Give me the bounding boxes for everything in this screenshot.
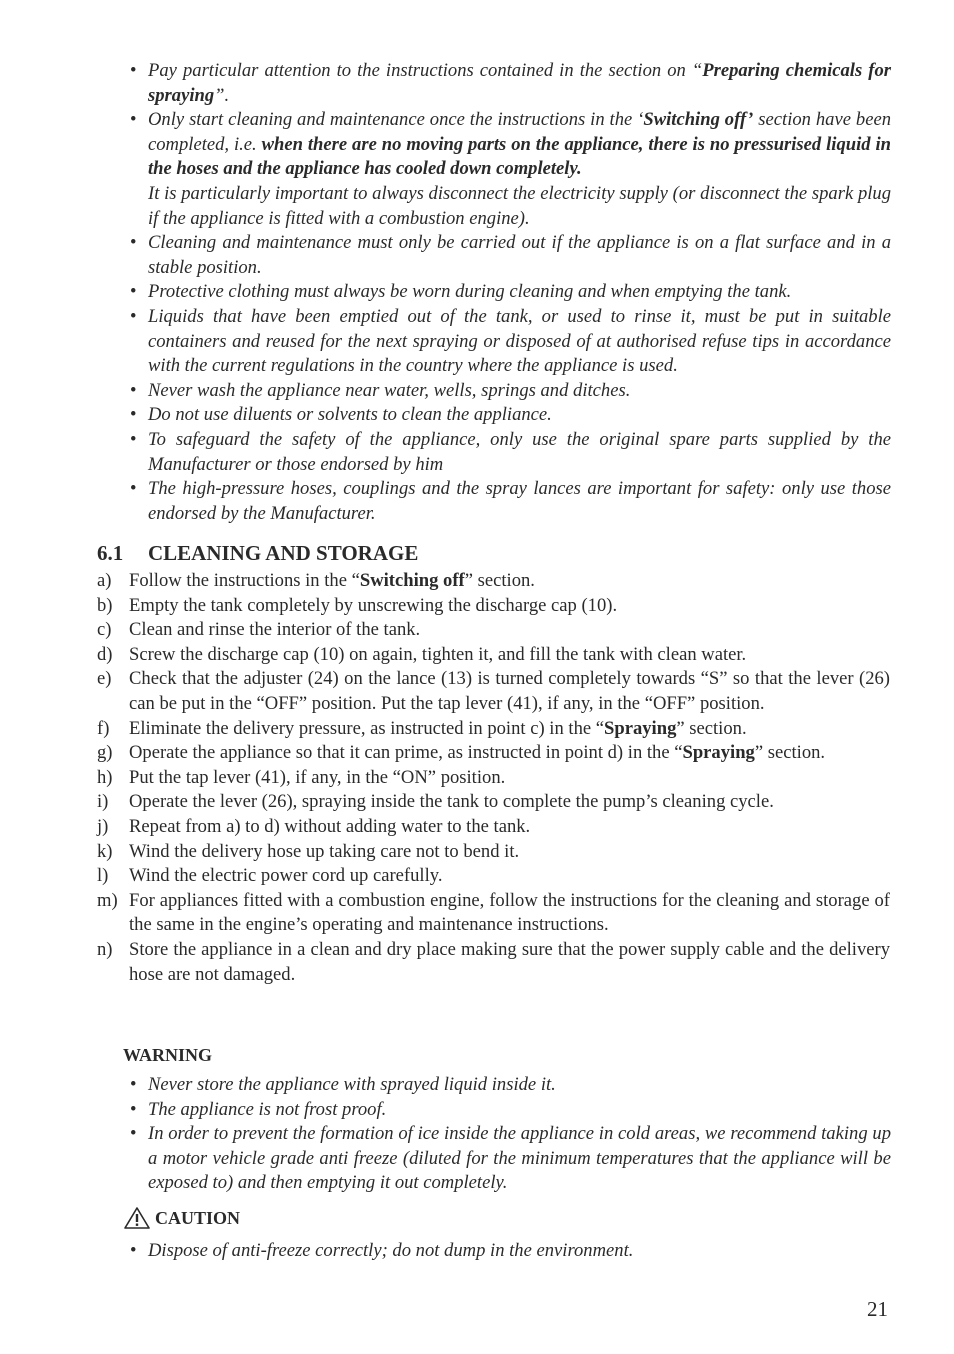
- warning-item: [123, 1098, 891, 1123]
- step-item: [97, 766, 890, 791]
- intro-bullet: [123, 280, 891, 305]
- text-run: Screw the discharge cap (10) on again, tighten it, and fill the tank with clean water.: [129, 643, 747, 665]
- step-marker: f): [97, 717, 110, 739]
- text-run: In order to prevent the formation of ice inside the appliance in cold areas, we recommend taking up a motor vehicle grade anti freeze (diluted for the minimum temperatures that the appliance will be exposed to) and then emptying it out completely.: [148, 1123, 891, 1194]
- text-run: Only start cleaning and maintenance once the instructions in the ‘: [148, 109, 644, 131]
- text-run: Never wash the appliance near water, wells, springs and ditches.: [148, 379, 631, 401]
- section-number: 6.1: [97, 541, 124, 565]
- text-run: Empty the tank completely by unscrewing the discharge cap (10).: [129, 594, 618, 616]
- text-run: Dispose of anti-freeze correctly; do not dump in the environment.: [148, 1240, 634, 1261]
- text-run: To safeguard the safety of the appliance, only use the original spare parts supplied by the Manufacturer or those endorsed by him: [148, 428, 891, 475]
- text-run: Never store the appliance with sprayed liquid inside it.: [148, 1074, 556, 1095]
- step-item: [97, 815, 890, 840]
- step-item: [97, 594, 890, 619]
- text-run: ” section.: [754, 742, 826, 764]
- step-marker: j): [97, 815, 109, 837]
- emphasis-text: Switching off’: [643, 109, 754, 131]
- step-marker: d): [97, 643, 113, 665]
- text-run: Cleaning and maintenance must only be carried out if the appliance is on a flat surface and in a stable position.: [148, 232, 891, 278]
- text-run: Repeat from a) to d) without adding water to the tank.: [129, 815, 531, 837]
- text-run: Operate the lever (26), spraying inside the tank to complete the pump’s cleaning cycle.: [129, 791, 774, 813]
- caution-heading: [123, 1206, 240, 1231]
- bullet-continuation: It is particularly important to always disconnect the electricity supply (or disconnect the spark plug if the appliance is fitted with a combustion engine).: [148, 182, 891, 229]
- step-item: [97, 569, 890, 594]
- emphasis-text: Spraying: [604, 717, 677, 739]
- step-item: [97, 889, 890, 938]
- text-run: Pay particular attention to the instructions contained in the section on “: [148, 60, 703, 81]
- text-run: section have been completed, i.e.: [148, 109, 891, 155]
- step-marker: l): [97, 865, 109, 887]
- emphasis-text: when there are no moving parts on the appliance, there is no pressurised liquid in the hoses and the appliance has cooled down completely.: [148, 133, 891, 180]
- step-marker: g): [97, 742, 113, 764]
- emphasis-text: Switching off: [359, 570, 465, 591]
- caution-list: [123, 1239, 891, 1264]
- intro-bullet: [123, 108, 891, 231]
- step-marker: e): [97, 668, 112, 690]
- section-heading: [97, 540, 418, 566]
- text-run: Follow the instructions in the “: [129, 570, 360, 591]
- step-item: [97, 938, 890, 987]
- warning-heading: WARNING: [123, 1045, 213, 1065]
- emphasis-text: Spraying: [682, 742, 755, 764]
- text-run: Wind the delivery hose up taking care not to bend it.: [129, 840, 520, 862]
- text-run: Liquids that have been emptied out of the tank, or used to rinse it, must be put in suitable containers and reused for the next spraying or disposed of at authorised refuse tips in accordance with the current regulations in the country where the appliance is used.: [148, 305, 891, 377]
- text-run: ” section.: [464, 570, 535, 591]
- text-run: ”.: [214, 84, 230, 106]
- step-marker: n): [97, 938, 113, 960]
- intro-bullet: [123, 59, 891, 108]
- text-run: ” section.: [676, 717, 747, 739]
- step-marker: c): [97, 619, 112, 641]
- text-run: Check that the adjuster (24) on the lance (13) is turned completely towards “S” so that the lever (26) can be put in the “OFF” position. Put the tap lever (41), if any, in the “OFF” position.: [129, 668, 890, 714]
- intro-bullet: [123, 305, 891, 379]
- intro-bullet: [123, 477, 891, 526]
- warning-item: [123, 1073, 891, 1098]
- step-item: [97, 790, 890, 815]
- text-run: Put the tap lever (41), if any, in the “ON” position.: [129, 766, 506, 788]
- step-marker: a): [97, 570, 112, 591]
- step-item: [97, 618, 890, 643]
- cleaning-steps-list: [97, 569, 890, 987]
- text-run: Store the appliance in a clean and dry place making sure that the power supply cable and the delivery hose are not damaged.: [129, 938, 890, 985]
- text-run: Do not use diluents or solvents to clean the appliance.: [148, 404, 552, 426]
- caution-title: CAUTION: [155, 1208, 241, 1228]
- caution-item: [123, 1239, 891, 1264]
- text-run: Eliminate the delivery pressure, as instructed in point c) in the “: [129, 717, 605, 739]
- step-marker: m): [97, 889, 118, 911]
- step-item: [97, 864, 890, 889]
- page-number: 21: [867, 1297, 888, 1321]
- step-marker: b): [97, 594, 113, 616]
- intro-bullet: [123, 403, 891, 428]
- intro-bullet: [123, 428, 891, 477]
- warning-list: [123, 1073, 891, 1196]
- text-run: The high-pressure hoses, couplings and the spray lances are important for safety: only use those endorsed by the Manufacturer.: [148, 478, 891, 524]
- step-marker: k): [97, 840, 113, 862]
- warning-item: [123, 1122, 891, 1196]
- text-run: Clean and rinse the interior of the tank.: [129, 619, 421, 641]
- step-item: [97, 840, 890, 865]
- emphasis-text: Preparing chemicals for spraying: [148, 60, 891, 106]
- step-marker: h): [97, 766, 113, 788]
- warning-triangle-icon: [123, 1206, 151, 1230]
- step-item: [97, 741, 890, 766]
- step-marker: i): [97, 791, 109, 813]
- step-item: [97, 717, 890, 742]
- text-run: For appliances fitted with a combustion engine, follow the instructions for the cleaning and storage of the same in the engine’s operating and maintenance instructions.: [129, 889, 890, 936]
- text-run: Protective clothing must always be worn during cleaning and when emptying the tank.: [148, 281, 792, 303]
- text-run: Operate the appliance so that it can prime, as instructed in point d) in the “: [129, 742, 683, 764]
- intro-bullet-list: [123, 59, 891, 526]
- step-item: [97, 643, 890, 668]
- text-run: Wind the electric power cord up carefully.: [129, 865, 443, 887]
- step-item: [97, 667, 890, 716]
- intro-bullet: [123, 379, 891, 404]
- intro-bullet: [123, 231, 891, 280]
- section-title: CLEANING AND STORAGE: [148, 541, 419, 565]
- text-run: The appliance is not frost proof.: [148, 1098, 387, 1120]
